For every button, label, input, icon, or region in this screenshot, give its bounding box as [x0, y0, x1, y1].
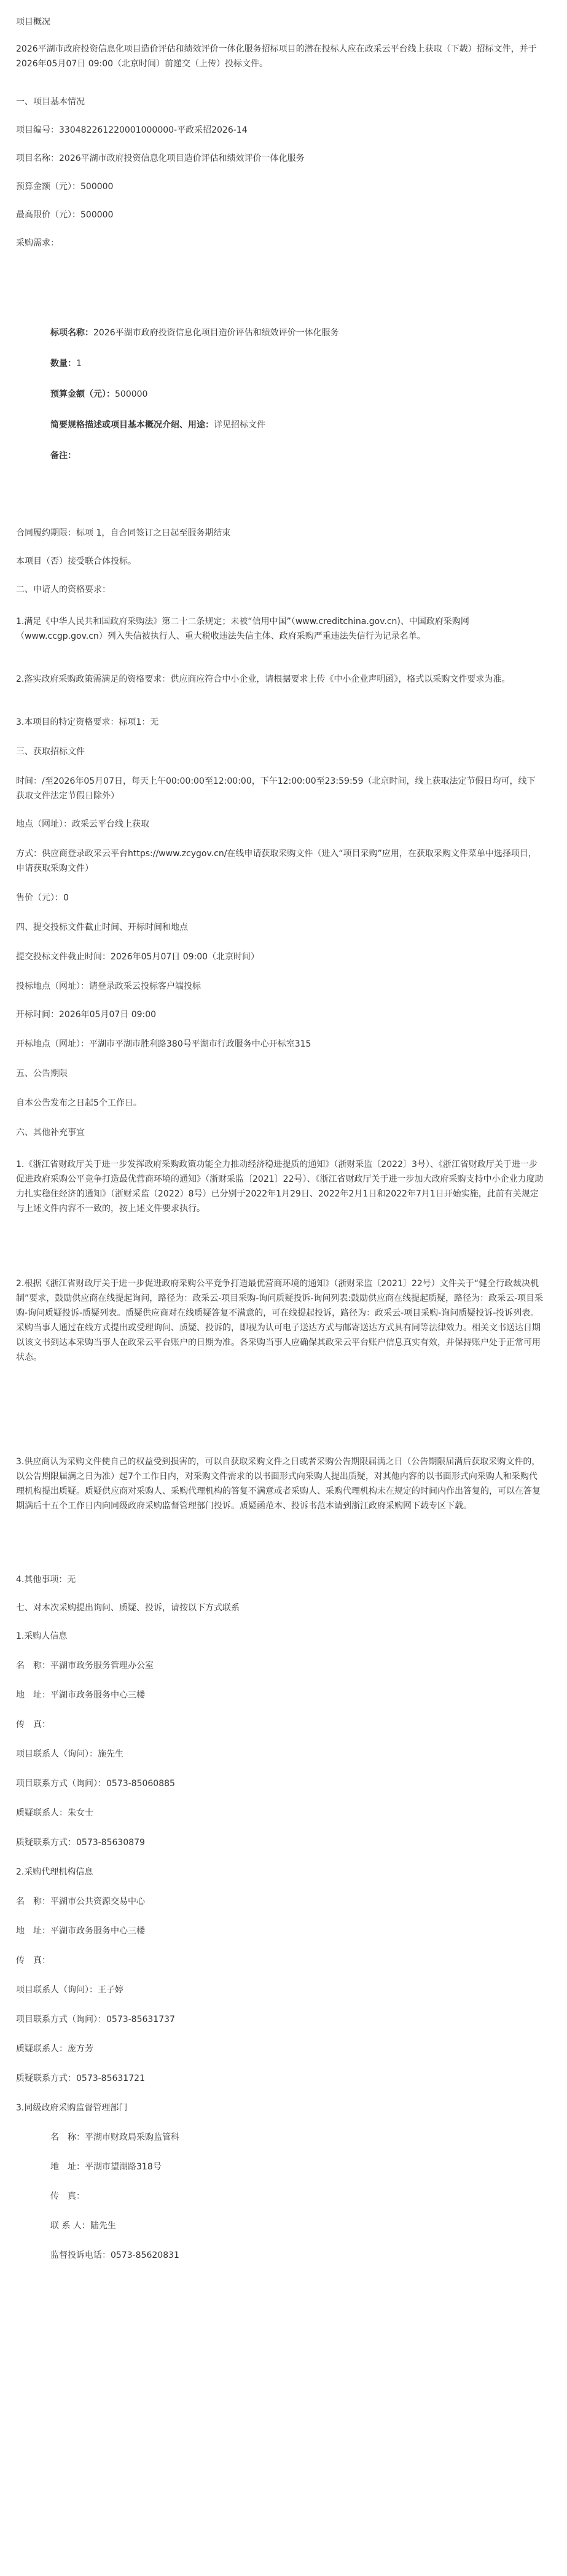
notice-period-text: 自本公告发布之日起5个工作日。: [16, 1098, 142, 1108]
notice-period-title: 五、公告期限: [16, 1069, 68, 1079]
gov-title: 3.同级政府采购监督管理部门: [16, 2103, 128, 2113]
gov-name: 名 称：平湖市财政局采购监管科: [50, 2133, 179, 2142]
demand-spec-value: 详见招标文件: [214, 420, 265, 430]
gov-contact: 联 系 人：陆先生: [50, 2221, 116, 2231]
contact-title: 七、对本次采购提出询问、质疑、投诉，请按以下方式联系: [16, 1603, 240, 1613]
demand-budget-value: 500000: [115, 389, 148, 399]
other-item-4: 4.其他事项：无: [16, 1575, 76, 1585]
contract-period: 合同履约期限：标项 1，自合同签订之日起至服务期结束: [16, 528, 231, 538]
demand-spec: [50, 418, 544, 432]
qualification-3: 3.本项目的特定资格要求：标项1：无: [16, 717, 159, 727]
buyer-name: 名 称：平湖市政务服务管理办公室: [16, 1661, 154, 1671]
get-docs-title: 三、获取招标文件: [16, 747, 85, 757]
demand-spec-label: 简要规格描述或项目基本概况介绍、用途：: [50, 420, 214, 430]
get-docs-place: 地点（网址）：政采云平台线上获取: [16, 819, 149, 829]
other-item-2: 2.根据《浙江省财政厅关于进一步促进政府采购公平竞争打造最优营商环境的通知》（浙财采监〔2021〕22号）文件关于“健全行政裁决机制”要求，鼓励供应商在线提起询问，路径为：政采云-项目采购-询问质疑投诉-询问列表:鼓励供应商在线提起质疑，路径为：政采云-项目采购-询问质疑投诉-质疑列表。质疑供应商对在线质疑答复不满意的，可在线提起投诉，路径为：政采云-项目采购-询问质疑投诉-投诉列表。采购当事人通过在线方式提出或受理询问、质疑、投诉的，即视为认可电子送达方式与邮寄送达方式具有同等法律效力。相关文书送达日期以该文书到达本采购当事人在政采云平台账户的日期为准。各采购当事人应确保其政采云平台账户信息真实有效，并保持账户处于正常可用状态。: [16, 1279, 544, 1362]
buyer-question-contact: 质疑联系人：朱女士: [16, 1808, 93, 1818]
gov-phone: 监督投诉电话：0573-85620831: [50, 2250, 179, 2260]
demand-quantity-value: 1: [76, 359, 82, 369]
demand-remark: [50, 448, 544, 463]
submit-place: 投标地点（网址）：请登录政采云投标客户端投标: [16, 982, 201, 991]
agency-name: 名 称：平湖市公共资源交易中心: [16, 1897, 145, 1907]
agency-question-contact: 质疑联系人：庞方芳: [16, 2044, 93, 2054]
gov-fax: 传 真：: [50, 2192, 85, 2201]
submit-title: 四、提交投标文件截止时间、开标时间和地点: [16, 923, 188, 932]
max-price: 最高限价（元）：500000: [16, 210, 114, 220]
project-name: 项目名称：2026平湖市政府投资信息化项目造价评估和绩效评价一体化服务: [16, 154, 305, 163]
qualification-2: 2.落实政府采购政策需满足的资格要求：供应商应符合中小企业，请根据要求上传《中小企业声明函》，格式以采购文件要求为准。: [16, 674, 510, 684]
agency-phone: 项目联系方式（询问）：0573-85631737: [16, 2015, 175, 2024]
joint-bid: 本项目（否）接受联合体投标。: [16, 556, 136, 566]
demand-remark-label: 备注：: [50, 451, 76, 461]
agency-title: 2.采购代理机构信息: [16, 1867, 93, 1877]
demand-label: 采购需求：: [16, 238, 59, 248]
get-docs-method: 方式：供应商登录政采云平台https://www.zcygov.cn/在线申请获取采购文件（进入“项目采购”应用，在获取采购文件菜单中选择项目，申请获取采购文件）: [16, 849, 537, 873]
agency-question-phone: 质疑联系方式：0573-85631721: [16, 2074, 145, 2083]
demand-subject-label: 标项名称：: [50, 328, 93, 338]
buyer-fax: 传 真：: [16, 1720, 50, 1730]
overview-title: 项目概况: [16, 17, 50, 27]
open-time: 开标时间：2026年05月07日 09:00: [16, 1010, 157, 1020]
buyer-address: 地 址：平湖市政务服务中心三楼: [16, 1690, 145, 1700]
gov-address: 地 址：平湖市望湖路318号: [50, 2162, 162, 2172]
submit-deadline: 提交投标文件截止时间：2026年05月07日 09:00（北京时间）: [16, 952, 260, 962]
docs-price: 售价（元）：0: [16, 893, 69, 903]
demand-quantity: [50, 356, 544, 371]
agency-address: 地 址：平湖市政务服务中心三楼: [16, 1926, 145, 1936]
other-title: 六、其他补充事宜: [16, 1128, 85, 1138]
agency-contact: 项目联系人（询问）：王子婷: [16, 1985, 123, 1995]
other-item-1: 1.《浙江省财政厅关于进一步发挥政府采购政策功能全力推动经济稳进提质的通知》（浙财采监〔2022〕3号）、《浙江省财政厅关于进一步促进政府采购公平竞争打造最优营商环境的通知》（浙财采监〔2021〕22号）、《浙江省财政厅关于进一步加大政府采购支持中小企业力度助力扎实稳住经济的通知》（浙财采监（2022）8号）已分别于2022年1月29日、2022年2月1日和2022年7月1日开始实施，此前有关规定与上述文件内容不一致的，按上述文件要求执行。: [16, 1160, 544, 1214]
open-place: 开标地点（网址）：平湖市平湖市胜利路380号平湖市行政服务中心开标室315: [16, 1039, 311, 1049]
demand-budget-label: 预算金额（元）：: [50, 389, 115, 399]
buyer-title: 1.采购人信息: [16, 1631, 68, 1641]
agency-fax: 传 真：: [16, 1956, 50, 1965]
demand-subject: [50, 326, 544, 340]
basic-info-title: 一、项目基本情况: [16, 97, 85, 107]
budget-amount: 预算金额（元）：500000: [16, 182, 114, 192]
overview-text: 2026平湖市政府投资信息化项目造价评估和绩效评价一体化服务招标项目的潜在投标人应在政采云平台线上获取（下载）招标文件，并于2026年05月07日 09:00（北京时间）前递交（上传）投标文件。: [16, 44, 537, 69]
buyer-contact: 项目联系人（询问）：施先生: [16, 1749, 123, 1759]
demand-quantity-label: 数量：: [50, 359, 76, 369]
other-item-3: 3.供应商认为采购文件使自己的权益受到损害的，可以自获取采购文件之日或者采购公告期限届满之日（公告期限届满后获取采购文件的，以公告期限届满之日为准）起7个工作日内，对采购文件需求的以书面形式向采购人提出质疑，对其他内容的以书面形式向采购人和采购代理机构提出质疑。质疑供应商对采购人、采购代理机构的答复不满意或者采购人、采购代理机构未在规定的时间内作出答复的，可以在答复期满后十五个工作日内向同级政府采购监督管理部门投诉。质疑函范本、投诉书范本请到浙江政府采购网下载专区下载。: [16, 1457, 541, 1511]
buyer-phone: 项目联系方式（询问）：0573-85060885: [16, 1779, 175, 1789]
qualification-title: 二、申请人的资格要求：: [16, 585, 111, 595]
buyer-question-phone: 质疑联系方式：0573-85630879: [16, 1838, 145, 1848]
qualification-1: 1.满足《中华人民共和国政府采购法》第二十二条规定；未被“信用中国”（www.creditchina.gov.cn)、中国政府采购网（www.ccgp.gov.cn）列入失信被执行人、重大税收违法失信主体、政府采购严重违法失信行为记录名单。: [16, 617, 469, 641]
demand-budget: [50, 387, 544, 402]
get-docs-time: 时间：/至2026年05月07日，每天上午00:00:00至12:00:00，下午12:00:00至23:59:59（北京时间，线上获取法定节假日均可，线下获取文件法定节假日除外）: [16, 776, 536, 801]
project-number: 项目编号：330482261220001000000-平政采招2026-14: [16, 125, 248, 135]
demand-subject-value: 2026平湖市政府投资信息化项目造价评估和绩效评价一体化服务: [93, 328, 339, 338]
